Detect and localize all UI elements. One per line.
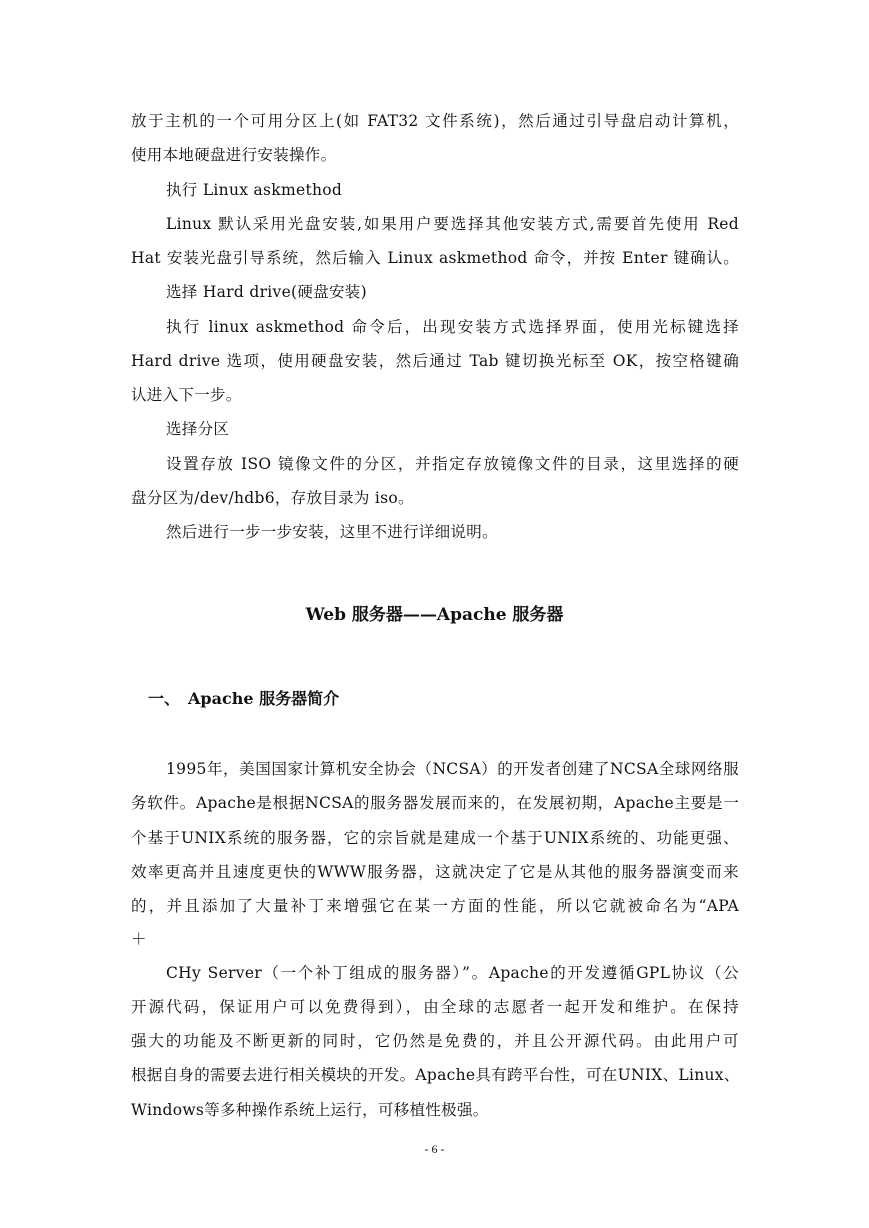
text-line: 认进入下一步。: [131, 386, 242, 404]
section-title: Web 服务器——Apache 服务器: [305, 605, 564, 625]
text-line: Hard drive 选项，使用硬盘安装，然后通过 Tab 键切换光标至 OK，按空格键确: [131, 352, 739, 370]
text-line: 务软件。Apache是根据NCSA的服务器发展而来的，在发展初期，Apache主要是一: [131, 794, 739, 812]
text-line: 然后进行一步一步安装，这里不进行详细说明。: [166, 523, 498, 541]
heading-text: Apache 服务器简介: [188, 689, 340, 708]
text-line: 放于主机的一个可用分区上(如 FAT32 文件系统)，然后通过引导盘启动计算机，: [131, 112, 739, 130]
text-line: 设置存放 ISO 镜像文件的分区，并指定存放镜像文件的目录，这里选择的硬: [166, 455, 739, 473]
text-line: Hat 安装光盘引导系统，然后输入 Linux askmethod 命令，并按 Enter 键确认。: [131, 249, 739, 267]
text-line: 强大的功能及不断更新的同时，它仍然是免费的，并且公开源代码。由此用户可: [131, 1032, 739, 1050]
text-line: 选择分区: [166, 420, 230, 438]
text-line: 个基于UNIX系统的服务器，它的宗旨就是建成一个基于UNIX系统的、功能更强、: [131, 829, 739, 847]
text-line: 选择 Hard drive(硬盘安装): [166, 283, 367, 301]
text-line: ＋: [131, 930, 147, 948]
heading-number: 一、: [148, 689, 181, 708]
text-line: Windows等多种操作系统上运行，可移植性极强。: [131, 1101, 489, 1119]
text-line: 根据自身的需要去进行相关模块的开发。Apache具有跨平台性，可在UNIX、Linux、: [131, 1066, 740, 1084]
text-line: 执行 Linux askmethod: [166, 181, 343, 199]
text-line: 1995年，美国国家计算机安全协会（NCSA）的开发者创建了NCSA全球网络服: [166, 760, 739, 778]
text-line: 效率更高并且速度更快的WWW服务器，这就决定了它是从其他的服务器演变而来: [131, 863, 739, 881]
section-heading: [148, 688, 339, 710]
text-line: 开源代码，保证用户可以免费得到），由全球的志愿者一起开发和维护。在保持: [131, 998, 739, 1016]
text-line: Linux 默认采用光盘安装,如果用户要选择其他安装方式,需要首先使用 Red: [166, 215, 739, 233]
text-line: CHy Server（一个补丁组成的服务器）”。Apache的开发遵循GPL协议（公: [166, 964, 739, 982]
page-number: - 6 -: [424, 1142, 445, 1156]
text-line: 的，并且添加了大量补丁来增强它在某一方面的性能，所以它就被命名为“APA: [131, 897, 739, 915]
text-line: 执行 linux askmethod 命令后，出现安装方式选择界面，使用光标键选择: [166, 318, 739, 336]
text-line: 使用本地硬盘进行安装操作。: [131, 146, 337, 164]
text-line: 盘分区为/dev/hdb6，存放目录为 iso。: [131, 489, 414, 507]
